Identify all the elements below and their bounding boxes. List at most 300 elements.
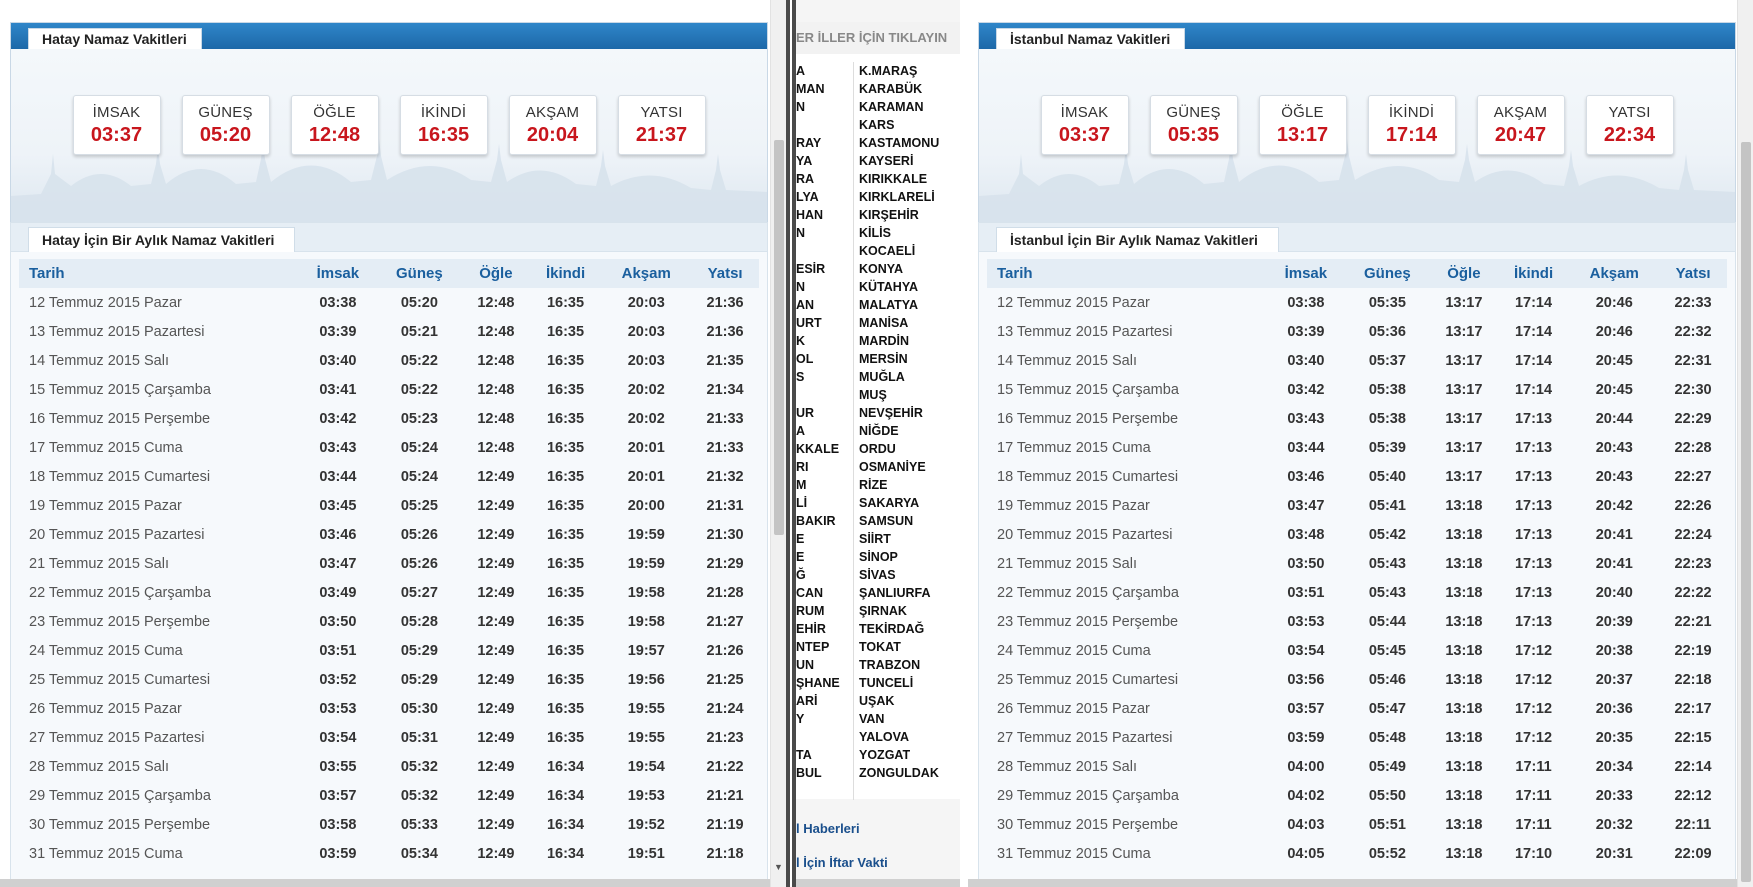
date-cell: 31 Temmuz 2015 Cuma [29, 845, 183, 862]
prayer-times-box [10, 22, 768, 225]
time-cell: 17:13 [1514, 613, 1553, 630]
city-link[interactable]: AN [796, 298, 815, 312]
city-link[interactable]: KKALE [796, 442, 840, 456]
city-link[interactable]: K.MARAŞ [859, 64, 918, 78]
time-cell: 16:35 [546, 526, 585, 543]
table-row [987, 433, 1727, 462]
table-row [19, 462, 759, 491]
date-cell: 17 Temmuz 2015 Cuma [997, 439, 1151, 456]
city-link[interactable]: TOKAT [859, 640, 901, 654]
city-link[interactable]: KARAMAN [859, 100, 924, 114]
time-cell: 16:35 [546, 729, 585, 746]
time-cell: 05:32 [400, 758, 438, 775]
time-cell: 05:38 [1368, 410, 1406, 427]
date-cell: 26 Temmuz 2015 Pazar [29, 700, 182, 717]
times-cards [979, 95, 1735, 155]
time-cell: 21:36 [706, 294, 744, 311]
date-cell: 28 Temmuz 2015 Salı [29, 758, 169, 775]
time-cell: 19:52 [627, 816, 665, 833]
date-cell: 30 Temmuz 2015 Perşembe [29, 816, 211, 833]
middle-horizontal-scrollbar[interactable] [796, 879, 960, 887]
time-cell: 20:38 [1595, 642, 1633, 659]
date-cell: 16 Temmuz 2015 Perşembe [997, 410, 1179, 427]
table-row [19, 723, 759, 752]
date-cell: 15 Temmuz 2015 Çarşamba [29, 381, 211, 398]
time-cell: 03:56 [1287, 671, 1325, 688]
city-link[interactable]: TUNCELİ [859, 676, 914, 690]
time-cell: 17:13 [1514, 555, 1553, 572]
city-link[interactable]: YOZGAT [859, 748, 911, 762]
time-cell: 03:45 [319, 497, 357, 514]
city-link[interactable]: Ğ [796, 568, 806, 582]
city-link[interactable]: Y [796, 712, 805, 726]
city-link[interactable]: NEVŞEHİR [859, 406, 923, 420]
table-row [987, 752, 1727, 781]
monthly-header [11, 223, 767, 252]
monthly-title: Hatay İçin Bir Aylık Namaz Vakitleri [28, 227, 295, 252]
table-row [987, 694, 1727, 723]
time-cell: 05:41 [1368, 497, 1406, 514]
time-cell: 21:22 [706, 758, 744, 775]
time-cell: 19:55 [627, 700, 665, 717]
city-link[interactable]: N [796, 226, 806, 240]
table-row [19, 752, 759, 781]
time-cell: 03:54 [1287, 642, 1325, 659]
time-cell: 12:49 [477, 729, 515, 746]
time-cell: 05:22 [400, 352, 438, 369]
city-link[interactable]: TRABZON [859, 658, 921, 672]
date-cell: 14 Temmuz 2015 Salı [29, 352, 169, 369]
time-cell: 20:45 [1595, 352, 1633, 369]
time-cell: 20:03 [627, 323, 665, 340]
city-link[interactable]: NTEP [796, 640, 830, 654]
table-row [19, 665, 759, 694]
city-link[interactable]: MUĞLA [859, 370, 905, 384]
time-cell: 12:49 [477, 642, 515, 659]
left-window [0, 0, 786, 887]
city-link[interactable]: URT [796, 316, 822, 330]
other-cities-header[interactable]: ER İLLER İÇİN TIKLAYIN [796, 22, 960, 54]
time-cell: 05:20 [400, 294, 438, 311]
news-link[interactable]: l Haberleri [796, 821, 860, 836]
city-link[interactable]: ESİR [796, 262, 826, 276]
time-card-ogle: ÖĞLE 12:48 [291, 95, 379, 155]
time-cell: 22:31 [1674, 352, 1712, 369]
city-link[interactable]: RUM [796, 604, 825, 618]
city-link[interactable]: SAKARYA [859, 496, 920, 510]
time-cell: 16:35 [546, 323, 585, 340]
col-header-tarih: Tarih [987, 259, 1267, 288]
date-cell: 31 Temmuz 2015 Cuma [997, 845, 1151, 862]
table-row [987, 288, 1727, 317]
time-cell: 03:52 [319, 671, 357, 688]
table-row [19, 607, 759, 636]
city-link[interactable]: ARİ [796, 694, 818, 708]
date-cell: 30 Temmuz 2015 Perşembe [997, 816, 1179, 833]
time-cell: 03:39 [319, 323, 357, 340]
city-link[interactable]: KIRŞEHİR [859, 208, 919, 222]
time-cell: 20:01 [627, 439, 665, 456]
city-link[interactable]: BAKIR [796, 514, 836, 528]
time-cell: 17:11 [1515, 787, 1552, 804]
time-cell: 20:36 [1595, 700, 1633, 717]
time-cell: 17:11 [1515, 816, 1552, 833]
city-link[interactable] [796, 116, 848, 134]
time-cell: 20:37 [1595, 671, 1633, 688]
scroll-down-arrow-icon[interactable]: ▼ [774, 862, 783, 872]
date-cell: 24 Temmuz 2015 Cuma [29, 642, 183, 659]
col-header-aksam: Akşam [1569, 259, 1659, 288]
time-cell: 16:35 [546, 613, 585, 630]
time-cell: 19:57 [627, 642, 665, 659]
table-row [19, 578, 759, 607]
time-cell: 05:43 [1368, 555, 1406, 572]
time-cell: 12:48 [477, 381, 515, 398]
time-cell: 17:12 [1514, 729, 1553, 746]
city-link[interactable]: LYA [796, 190, 819, 204]
time-cell: 13:17 [1445, 294, 1483, 311]
city-link[interactable]: KÜTAHYA [859, 280, 919, 294]
right-horizontal-scrollbar[interactable] [968, 879, 1737, 887]
time-cell: 19:58 [627, 613, 665, 630]
scrollbar-thumb[interactable] [1741, 142, 1751, 882]
time-cell: 17:13 [1514, 468, 1553, 485]
time-cell: 22:26 [1674, 497, 1712, 514]
date-cell: 21 Temmuz 2015 Salı [29, 555, 169, 572]
time-cell: 05:23 [400, 410, 438, 427]
city-link[interactable]: VAN [859, 712, 885, 726]
time-cell: 05:31 [400, 729, 438, 746]
date-cell: 17 Temmuz 2015 Cuma [29, 439, 183, 456]
table-row [987, 636, 1727, 665]
time-cell: 12:48 [477, 439, 515, 456]
time-cell: 03:50 [319, 613, 357, 630]
city-link[interactable]: KOCAELİ [859, 244, 916, 258]
time-cell: 20:31 [1595, 845, 1633, 862]
table-row [987, 404, 1727, 433]
date-cell: 29 Temmuz 2015 Çarşamba [997, 787, 1179, 804]
time-cell: 21:33 [706, 410, 744, 427]
city-link[interactable]: MARDİN [859, 334, 909, 348]
time-cell: 22:23 [1674, 555, 1712, 572]
date-cell: 14 Temmuz 2015 Salı [997, 352, 1137, 369]
time-cell: 12:49 [477, 700, 515, 717]
time-cell: 16:35 [546, 700, 585, 717]
left-vertical-scrollbar[interactable] [770, 0, 786, 887]
time-cell: 13:18 [1445, 497, 1483, 514]
time-cell: 22:14 [1674, 758, 1712, 775]
time-cell: 22:33 [1674, 294, 1712, 311]
date-cell: 26 Temmuz 2015 Pazar [997, 700, 1150, 717]
time-cell: 20:41 [1595, 526, 1633, 543]
time-cell: 21:32 [706, 468, 744, 485]
right-vertical-scrollbar[interactable] [1737, 0, 1753, 887]
city-link[interactable]: MAN [796, 82, 825, 96]
col-header-yatsi: Yatsı [1659, 259, 1727, 288]
table-header-row [19, 259, 759, 288]
time-cell: 21:25 [706, 671, 744, 688]
time-cell: 03:55 [319, 758, 357, 775]
time-cell: 20:00 [627, 497, 665, 514]
date-cell: 24 Temmuz 2015 Cuma [997, 642, 1151, 659]
time-card-imsak: İMSAK 03:37 [73, 95, 161, 155]
city-link[interactable]: KONYA [859, 262, 903, 276]
city-link[interactable]: KARS [859, 118, 895, 132]
time-cell: 03:46 [1287, 468, 1325, 485]
city-link[interactable]: KIRIKKALE [859, 172, 928, 186]
time-cell: 03:42 [319, 410, 357, 427]
city-link[interactable]: RA [796, 172, 815, 186]
time-cell: 13:18 [1445, 816, 1483, 833]
city-link[interactable]: UŞAK [859, 694, 895, 708]
city-link[interactable]: KARABÜK [859, 82, 923, 96]
city-link[interactable]: M [796, 478, 807, 492]
city-link[interactable]: ORDU [859, 442, 896, 456]
city-link[interactable]: BUL [796, 766, 822, 780]
time-cell: 20:35 [1595, 729, 1633, 746]
city-link[interactable]: YALOVA [859, 730, 910, 744]
city-link[interactable]: SİNOP [859, 550, 898, 564]
table-row [987, 346, 1727, 375]
date-cell: 29 Temmuz 2015 Çarşamba [29, 787, 211, 804]
time-cell: 03:58 [319, 816, 357, 833]
city-link[interactable]: KAYSERİ [859, 154, 914, 168]
city-link[interactable]: ZONGULDAK [859, 766, 939, 780]
time-cell: 17:12 [1514, 700, 1553, 717]
date-cell: 15 Temmuz 2015 Çarşamba [997, 381, 1179, 398]
time-cell: 19:55 [627, 729, 665, 746]
time-cell: 19:59 [627, 555, 665, 572]
city-link[interactable]: ŞHANE [796, 676, 840, 690]
time-cell: 16:34 [546, 758, 585, 775]
time-cell: 12:49 [477, 584, 515, 601]
time-cell: 03:44 [1287, 439, 1325, 456]
time-cell: 12:49 [477, 787, 515, 804]
city-link[interactable]: SİİRT [859, 532, 891, 546]
table-row [19, 781, 759, 810]
city-link[interactable]: K [796, 334, 806, 348]
col-header-ikindi: İkindi [1498, 259, 1570, 288]
middle-window [796, 0, 960, 887]
time-cell: 05:28 [400, 613, 438, 630]
city-link[interactable]: OL [796, 352, 814, 366]
city-link[interactable] [796, 386, 848, 404]
time-cell: 21:18 [706, 845, 744, 862]
city-link[interactable]: RİZE [859, 478, 888, 492]
time-cell: 12:49 [477, 497, 515, 514]
time-cell: 04:00 [1287, 758, 1325, 775]
prayer-times-box [978, 22, 1736, 225]
time-card-aksam: AKŞAM 20:04 [509, 95, 597, 155]
time-card-gunes: GÜNEŞ 05:20 [182, 95, 270, 155]
time-cell: 05:24 [400, 439, 438, 456]
city-link[interactable]: KİLİS [859, 226, 891, 240]
time-cell: 05:37 [1368, 352, 1406, 369]
city-link[interactable]: OSMANİYE [859, 460, 926, 474]
time-cell: 22:22 [1674, 584, 1712, 601]
date-cell: 25 Temmuz 2015 Cumartesi [997, 671, 1179, 688]
time-cell: 13:18 [1445, 845, 1483, 862]
time-cell: 17:14 [1514, 381, 1553, 398]
city-link[interactable] [796, 728, 848, 746]
time-cell: 17:13 [1514, 584, 1553, 601]
time-cell: 16:35 [546, 671, 585, 688]
city-link[interactable]: SİVAS [859, 568, 896, 582]
city-link[interactable]: TA [796, 748, 812, 762]
time-cell: 05:44 [1368, 613, 1406, 630]
time-cell: 19:58 [627, 584, 665, 601]
city-link[interactable]: UN [796, 658, 815, 672]
city-link[interactable]: N [796, 280, 806, 294]
city-link[interactable]: E [796, 550, 805, 564]
time-cell: 13:18 [1445, 642, 1483, 659]
city-link[interactable]: A [796, 424, 806, 438]
times-panel [11, 49, 767, 224]
time-cell: 20:02 [627, 381, 665, 398]
time-cell: 16:35 [546, 410, 585, 427]
city-column-right [859, 62, 959, 782]
time-cell: 16:35 [546, 555, 585, 572]
table-row [987, 578, 1727, 607]
time-cell: 12:49 [477, 613, 515, 630]
city-link[interactable]: N [796, 100, 806, 114]
time-cell: 05:24 [400, 468, 438, 485]
time-cell: 13:17 [1445, 439, 1483, 456]
time-cell: 22:12 [1674, 787, 1712, 804]
city-link[interactable]: MANİSA [859, 316, 909, 330]
city-link[interactable]: Lİ [796, 496, 808, 510]
times-panel [979, 49, 1735, 224]
time-cell: 13:18 [1445, 584, 1483, 601]
time-cell: 13:18 [1445, 555, 1483, 572]
time-cell: 13:17 [1445, 323, 1483, 340]
time-cell: 21:30 [706, 526, 744, 543]
time-cell: 19:51 [627, 845, 665, 862]
city-link[interactable]: RI [796, 460, 809, 474]
city-link[interactable]: NİĞDE [859, 424, 899, 438]
time-cell: 20:41 [1595, 555, 1633, 572]
city-link[interactable] [796, 242, 848, 260]
city-link[interactable]: YA [796, 154, 813, 168]
column-divider [853, 62, 854, 800]
related-links [796, 812, 960, 880]
monthly-title: İstanbul İçin Bir Aylık Namaz Vakitleri [996, 227, 1279, 252]
time-cell: 20:42 [1595, 497, 1633, 514]
city-link[interactable]: UR [796, 406, 815, 420]
time-cell: 17:14 [1514, 352, 1553, 369]
date-cell: 12 Temmuz 2015 Pazar [29, 294, 182, 311]
time-cell: 20:33 [1595, 787, 1633, 804]
time-cell: 05:22 [400, 381, 438, 398]
time-cell: 03:47 [1287, 497, 1325, 514]
city-link[interactable]: KASTAMONU [859, 136, 940, 150]
time-cell: 22:21 [1674, 613, 1712, 630]
table-row [987, 781, 1727, 810]
city-link[interactable]: A [796, 64, 806, 78]
time-cell: 12:48 [477, 294, 515, 311]
box-header [979, 23, 1735, 49]
left-horizontal-scrollbar[interactable] [0, 879, 770, 887]
time-cell: 05:35 [1368, 294, 1406, 311]
time-cell: 04:03 [1287, 816, 1325, 833]
city-link[interactable]: EHİR [796, 622, 826, 636]
city-link[interactable]: MALATYA [859, 298, 919, 312]
city-link[interactable]: ŞIRNAK [859, 604, 907, 618]
city-link[interactable]: HAN [796, 208, 824, 222]
city-link[interactable]: RAY [796, 136, 822, 150]
time-cell: 17:13 [1514, 439, 1553, 456]
time-cell: 21:21 [706, 787, 744, 804]
date-cell: 28 Temmuz 2015 Salı [997, 758, 1137, 775]
city-link[interactable]: SAMSUN [859, 514, 914, 528]
city-link[interactable]: E [796, 532, 805, 546]
time-cell: 17:10 [1514, 845, 1553, 862]
time-cell: 05:42 [1368, 526, 1406, 543]
table-row [987, 317, 1727, 346]
time-cell: 22:27 [1674, 468, 1712, 485]
time-cell: 03:51 [319, 642, 357, 659]
time-cell: 05:39 [1368, 439, 1406, 456]
city-link[interactable]: MUŞ [859, 388, 887, 402]
box-header [11, 23, 767, 49]
time-cell: 17:14 [1514, 323, 1553, 340]
monthly-header [979, 223, 1735, 252]
time-cell: 21:31 [706, 497, 744, 514]
time-cell: 03:59 [319, 845, 357, 862]
table-header-row [987, 259, 1727, 288]
time-cell: 22:18 [1674, 671, 1712, 688]
time-cell: 05:27 [400, 584, 438, 601]
scrollbar-thumb[interactable] [774, 140, 784, 535]
table-row [19, 288, 759, 317]
time-cell: 13:18 [1445, 671, 1483, 688]
time-cell: 16:35 [546, 352, 585, 369]
time-cell: 03:53 [319, 700, 357, 717]
window-divider[interactable] [786, 0, 790, 887]
time-cell: 03:38 [319, 294, 357, 311]
time-cell: 03:43 [1287, 410, 1325, 427]
time-cell: 22:09 [1674, 845, 1712, 862]
time-cell: 05:45 [1368, 642, 1406, 659]
time-cell: 03:57 [1287, 700, 1325, 717]
iftar-link[interactable]: l İçin İftar Vakti [796, 855, 888, 870]
time-cell: 13:18 [1445, 787, 1483, 804]
time-cell: 22:32 [1674, 323, 1712, 340]
date-cell: 27 Temmuz 2015 Pazartesi [29, 729, 205, 746]
date-cell: 18 Temmuz 2015 Cumartesi [997, 468, 1179, 485]
time-cell: 20:43 [1595, 468, 1633, 485]
city-link[interactable]: KIRKLARELİ [859, 190, 935, 204]
city-link[interactable]: S [796, 370, 805, 384]
box-title: İstanbul Namaz Vakitleri [996, 28, 1185, 50]
time-cell: 22:19 [1674, 642, 1712, 659]
time-cell: 22:17 [1674, 700, 1712, 717]
box-title: Hatay Namaz Vakitleri [28, 28, 202, 50]
time-cell: 22:30 [1674, 381, 1712, 398]
time-card-imsak: İMSAK 03:37 [1041, 95, 1129, 155]
table-row [987, 723, 1727, 752]
time-cell: 03:41 [319, 381, 357, 398]
table-row [19, 433, 759, 462]
date-cell: 22 Temmuz 2015 Çarşamba [29, 584, 211, 601]
city-link[interactable]: TEKİRDAĞ [859, 622, 925, 636]
city-link[interactable]: CAN [796, 586, 824, 600]
time-cell: 20:03 [627, 294, 665, 311]
city-link[interactable]: MERSİN [859, 352, 908, 366]
time-cell: 03:57 [319, 787, 357, 804]
city-link[interactable]: ŞANLIURFA [859, 586, 931, 600]
time-cell: 05:38 [1368, 381, 1406, 398]
